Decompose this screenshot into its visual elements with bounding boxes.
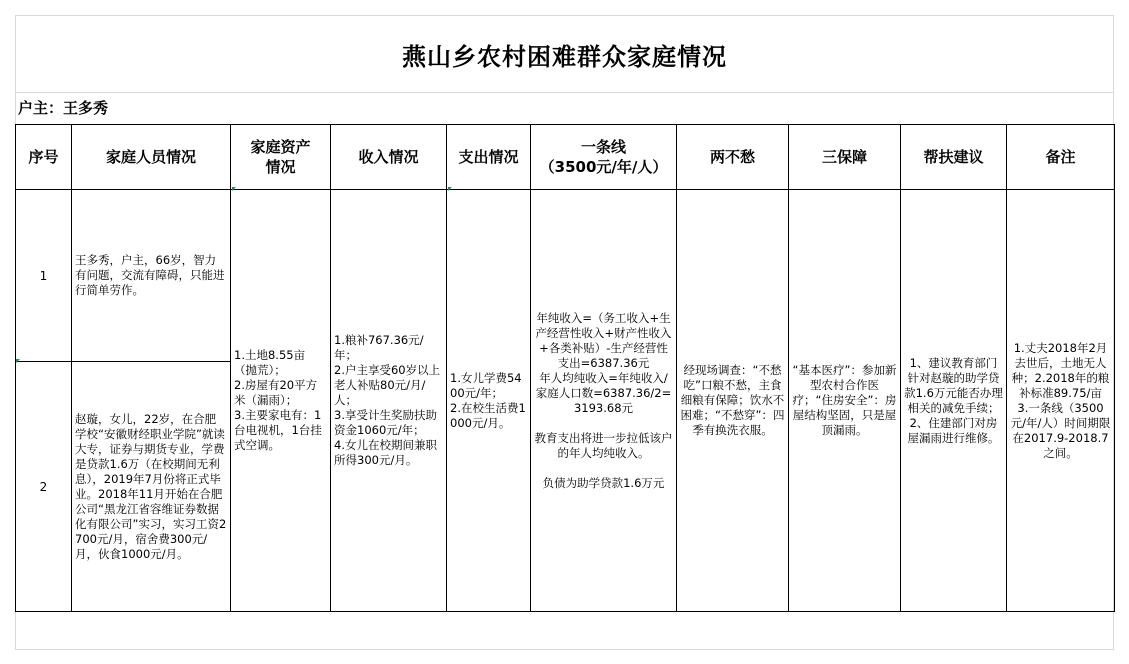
header-members: 家庭人员情况 xyxy=(72,125,231,190)
remarks-text: 1.丈夫2018年2月去世后，土地无人种；2.2018年的粮补标准89.75/亩 3.一条线（3500元/年/人）时间期限在2017.9-2018.7之间。 xyxy=(1010,340,1111,460)
header-assets-line1: 家庭资产 xyxy=(250,138,311,156)
sanbaozhang-text: “基本医疗”：参加新型农村合作医疗；“住房安全”：房屋结构坚固，只是屋顶漏雨。 xyxy=(792,363,897,437)
gridline xyxy=(15,92,1114,93)
yitiaoxian-cell xyxy=(531,190,677,612)
header-assets-line2: 情况 xyxy=(265,158,296,176)
header-row xyxy=(16,125,1115,190)
header-income: 收入情况 xyxy=(331,125,447,190)
cell-marker-icon xyxy=(232,187,236,191)
assets-cell xyxy=(231,190,331,612)
member-cell xyxy=(72,362,231,612)
row-seq: 2 xyxy=(16,362,72,612)
header-assistance: 帮扶建议 xyxy=(901,125,1007,190)
assets-text: 1.土地8.55亩（抛荒）； 2.房屋有20平方米（漏雨）； 3.主要家电有：1台电视机，1台挂式空调。 xyxy=(234,348,322,452)
liangbuchou-cell xyxy=(677,190,789,612)
household-table xyxy=(15,124,1115,612)
income-cell xyxy=(331,190,447,612)
header-yitiaoxian-line1: 一条线 xyxy=(580,138,626,156)
row-seq: 1 xyxy=(16,190,72,362)
header-yitiaoxian xyxy=(531,125,677,190)
table-row xyxy=(16,190,1115,362)
header-seq: 序号 xyxy=(16,125,72,190)
header-assets xyxy=(231,125,331,190)
member-text: 赵璇，女儿，22岁，在合肥学校“安徽财经职业学院”就读大专，证券与期货专业，学费是贷款1.6万（在校期间无利息），2019年7月份将正式毕业。2018年11月开始在合肥公司“黑龙江省容维证券数据化有限公司”实习，实习工资2700元/月，宿舍费300元/月，伙食1000元/月。 xyxy=(75,411,227,561)
gridline xyxy=(15,649,1114,650)
header-sanbaozhang: 三保障 xyxy=(789,125,901,190)
header-liangbuchou: 两不愁 xyxy=(677,125,789,190)
cell-marker-icon xyxy=(16,359,20,363)
income-text: 1.粮补767.36元/年； 2.户主享受60岁以上老人补贴80元/月/人； 3.享受计生奖励扶助资金1060元/年； 4.女儿在校期间兼职所得300元/月。 xyxy=(334,333,441,467)
yitiaoxian-text: 年纯收入=（务工收入+生产经营性收入+财产性收入+各类补贴）-生产经营性支出=6387.36元 年人均纯收入=年纯收入/家庭人口数=6387.36/2=3193.68元 教育支出将进一步拉低该户的年人均纯收入。 负债为助学贷款1.6万元 xyxy=(534,310,673,490)
member-cell xyxy=(72,190,231,362)
household-owner-label: 户主：王多秀 xyxy=(18,99,109,117)
header-yitiaoxian-line2: （3500元/年/人） xyxy=(539,158,668,176)
expense-cell xyxy=(447,190,531,612)
remarks-cell xyxy=(1007,190,1115,612)
sanbaozhang-cell xyxy=(789,190,901,612)
assistance-cell xyxy=(901,190,1007,612)
header-expense: 支出情况 xyxy=(447,125,531,190)
page-title: 燕山乡农村困难群众家庭情况 xyxy=(402,42,727,71)
expense-text: 1.女儿学费5400元/年； 2.在校生活费1000元/月。 xyxy=(450,370,526,430)
header-remarks: 备注 xyxy=(1007,125,1115,190)
gridline xyxy=(15,15,1114,16)
title-row xyxy=(15,18,1114,91)
liangbuchou-text: 经现场调查：“不愁吃”口粮不愁，主食细粮有保障；饮水不困难；“不愁穿”：四季有换洗衣服。 xyxy=(680,363,785,437)
cell-marker-icon xyxy=(448,187,452,191)
member-text: 王多秀，户主，66岁，智力有问题，交流有障碍，只能进行简单劳作。 xyxy=(75,253,225,297)
assistance-text: 1、建议教育部门针对赵璇的助学贷款1.6万元能否办理相关的减免手续； 2、住建部门对房屋漏雨进行维修。 xyxy=(904,355,1003,445)
